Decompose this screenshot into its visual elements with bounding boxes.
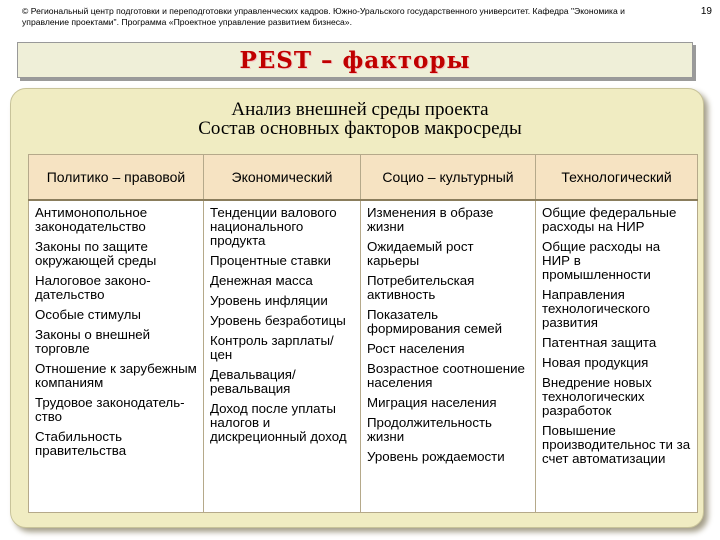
factor-item: Показатель формирования семей [367, 307, 503, 336]
factor-item: Законы о внешней торговле [35, 327, 151, 356]
title-banner [17, 42, 693, 78]
factor-item: Повышение производительнос ти за счет автоматизации [542, 423, 691, 466]
factor-item: Налоговое законо-дательство [35, 273, 151, 302]
header-note: © Региональный центр подготовки и переподготовки управленческих кадров. Южно-Уральского государственного университет. Кафедра "Экономика и управление проектами". Программа «Проектное управление развитием бизнеса». [22, 6, 625, 27]
header-economic: Экономический [204, 155, 361, 201]
factor-item: Ожидаемый рост карьеры [367, 239, 474, 268]
factor-item: Отношение к зарубежным компаниям [35, 361, 197, 390]
factor-item: Контроль зарплаты/цен [210, 333, 334, 362]
factor-item: Денежная масса [210, 273, 313, 288]
pest-table [28, 154, 698, 513]
factor-item: Уровень инфляции [210, 293, 328, 308]
header-technological: Технологический [536, 155, 698, 201]
subtitle-line-1: Анализ внешней среды проекта [231, 99, 489, 120]
column-social [361, 200, 536, 513]
factor-item: Тенденции валового национального продукта [210, 205, 337, 248]
header-political: Политико – правовой [29, 155, 204, 201]
factor-item: Особые стимулы [35, 307, 141, 322]
factor-item: Общие федеральные расходы на НИР [542, 205, 677, 234]
factor-item: Трудовое законодатель-ство [35, 395, 185, 424]
factor-item: Общие расходы на НИР в промышленности [542, 239, 661, 282]
factor-item: Доход после уплаты налогов и дискреционный доход [210, 401, 347, 444]
factor-item: Продолжительность жизни [367, 415, 492, 444]
factor-item: Рост населения [367, 341, 465, 356]
slide-title: PEST – факторы [239, 47, 471, 74]
column-economic [204, 200, 361, 513]
factor-item: Антимонопольное законодательство [35, 205, 148, 234]
table-row [29, 200, 698, 513]
factor-item: Законы по защите окружающей среды [35, 239, 157, 268]
factor-item: Стабильность правительства [35, 429, 127, 458]
column-technological [536, 200, 698, 513]
subtitle-line-2: Состав основных факторов макросреды [198, 118, 522, 139]
factor-item: Возрастное соотношение населения [367, 361, 525, 390]
factor-item: Потребительская активность [367, 273, 475, 302]
factor-item: Процентные ставки [210, 253, 331, 268]
page-number: 19 [700, 6, 712, 17]
factor-item: Внедрение новых технологических разработок [542, 375, 652, 418]
factor-item: Миграция населения [367, 395, 497, 410]
factor-item: Патентная защита [542, 335, 657, 350]
factor-item: Уровень безработицы [210, 313, 346, 328]
factor-item: Девальвация/ ревальвация [210, 367, 296, 396]
column-political [29, 200, 204, 513]
factor-item: Направления технологического развития [542, 287, 651, 330]
table-header-row [29, 155, 698, 201]
header-social: Социо – культурный [361, 155, 536, 201]
factor-item: Новая продукция [542, 355, 649, 370]
factor-item: Уровень рождаемости [367, 449, 505, 464]
factor-item: Изменения в образе жизни [367, 205, 494, 234]
